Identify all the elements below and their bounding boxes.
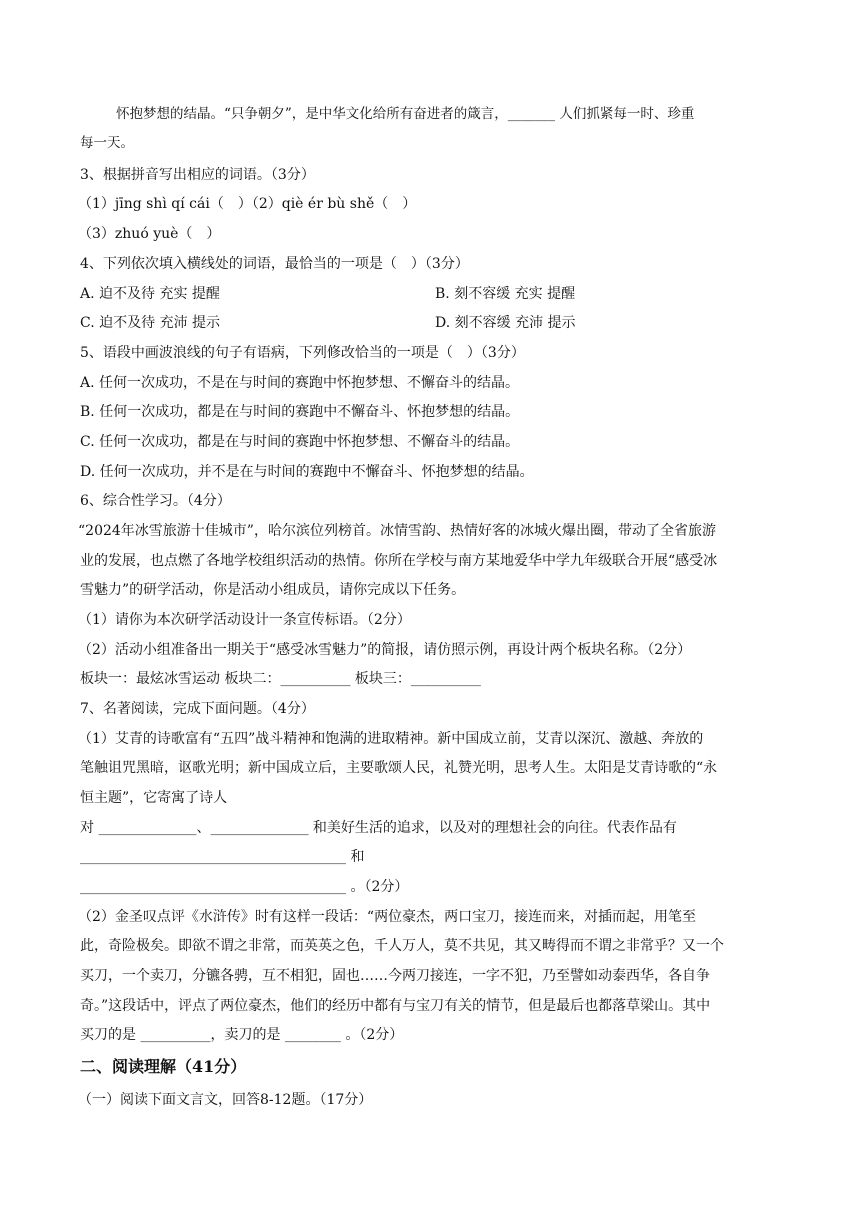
question-7-part-1-line-1: （1）艾青的诗歌富有“五四”战斗精神和饱满的进取精神。新中国成立前，艾青以深沉、激越、奔放的 — [78, 731, 704, 747]
question-7-part-2-line-4: 奇。”这段话中，评点了两位豪杰，他们的经历中都有与宝刀有关的情节，但是最后也都落草梁山。其中 — [80, 998, 711, 1014]
question-7-part-2-line-2: 此，奇险极矣。即欲不谓之非常，而英英之色，千人万人，莫不共见，其又畴得而不谓之非常乎？又一个 — [80, 938, 724, 954]
question-7-part-1-line-3: 恒主题”，它寄寓了诗人 — [80, 790, 228, 806]
question-7-title: 7、名著阅读，完成下面问题。（4分） — [80, 701, 315, 717]
question-7-part-2-line-5: 买刀的是 __________，卖刀的是 ________ 。（2分） — [80, 1027, 404, 1043]
question-6-title: 6、综合性学习。（4分） — [80, 493, 231, 509]
passage-line-2: 每一天。 — [80, 135, 134, 151]
question-6-blocks: 板块一：最炫冰雪运动 板块二：__________ 板块三：__________ — [80, 671, 481, 687]
question-4-option-b: B. 刻不容缓 充实 提醒 — [435, 286, 576, 302]
question-7-part-1-line-6: ______________________________________ 。（2分） — [80, 879, 409, 895]
question-7-part-1-line-5: ______________________________________ 和 — [80, 849, 365, 865]
question-7-part-2-line-1: （2）金圣叹点评《水浒传》时有这样一段话：“两位豪杰，两口宝刀，接连而来，对插而起，用笔至 — [78, 909, 697, 925]
question-3-pinyin-1-2: （1）jīng shì qí cái（ ）（2）qiè ér bù shě（ ） — [78, 196, 417, 212]
question-4-title: 4、下列依次填入横线处的词语，最恰当的一项是（ ）（3分） — [80, 256, 469, 272]
question-7-part-1-line-4: 对 ______________、______________ 和美好生活的追求，以及对的理想社会的向往。代表作品有 — [80, 820, 677, 836]
question-5-option-a: A. 任何一次成功，不是在与时间的赛跑中怀抱梦想、不懈奋斗的结晶。 — [80, 375, 520, 391]
question-5-title: 5、语段中画波浪线的句子有语病，下列修改恰当的一项是（ ）（3分） — [80, 345, 525, 361]
question-6-material-line-3: 雪魅力”的研学活动，你是活动小组成员，请你完成以下任务。 — [80, 582, 466, 598]
question-6-material-line-1: “2024年冰雪旅游十佳城市”，哈尔滨位列榜首。冰情雪韵、热情好客的冰城火爆出圈，带动了全省旅游 — [78, 523, 716, 539]
question-4-option-d: D. 刻不容缓 充沛 提示 — [435, 315, 576, 331]
question-7-part-1-line-2: 笔触诅咒黑暗，讴歌光明；新中国成立后，主要歌颂人民，礼赞光明，思考人生。太阳是艾青诗歌的“永 — [80, 760, 718, 776]
question-6-task-1: （1）请你为本次研学活动设计一条宣传标语。（2分） — [78, 612, 411, 628]
question-5-option-d: D. 任何一次成功，并不是在与时间的赛跑中不懈奋斗、怀抱梦想的结晶。 — [80, 464, 534, 480]
question-4-option-c: C. 迫不及待 充沛 提示 — [80, 315, 221, 331]
section-2-subheading: （一）阅读下面文言文，回答8-12题。（17分） — [78, 1092, 373, 1108]
question-5-option-b: B. 任何一次成功，都是在与时间的赛跑中不懈奋斗、怀抱梦想的结晶。 — [80, 404, 520, 420]
question-3-pinyin-3: （3）zhuó yuè（ ） — [78, 226, 221, 242]
section-2-heading: 二、阅读理解（41分） — [80, 1057, 247, 1076]
passage-line-1: 怀抱梦想的结晶。“只争朝夕”，是中华文化给所有奋进者的箴言，_______ 人们抓紧每一时、珍重 — [116, 106, 695, 122]
question-6-material-line-2: 业的发展，也点燃了各地学校组织活动的热情。你所在学校与南方某地爱华中学九年级联合开展“感受冰 — [80, 553, 718, 569]
question-4-option-a: A. 迫不及待 充实 提醒 — [80, 286, 220, 302]
question-7-part-2-line-3: 买刀，一个卖刀，分镳各骋，互不相犯，固也……今两刀接连，一字不犯，乃至譬如动泰西华，各自争 — [80, 968, 710, 984]
question-5-option-c: C. 任何一次成功，都是在与时间的赛跑中怀抱梦想、不懈奋斗的结晶。 — [80, 434, 520, 450]
question-3-title: 3、根据拼音写出相应的词语。（3分） — [80, 167, 315, 183]
question-6-task-2: （2）活动小组准备出一期关于“感受冰雪魅力”的简报，请仿照示例，再设计两个板块名称。（2分） — [78, 642, 692, 658]
